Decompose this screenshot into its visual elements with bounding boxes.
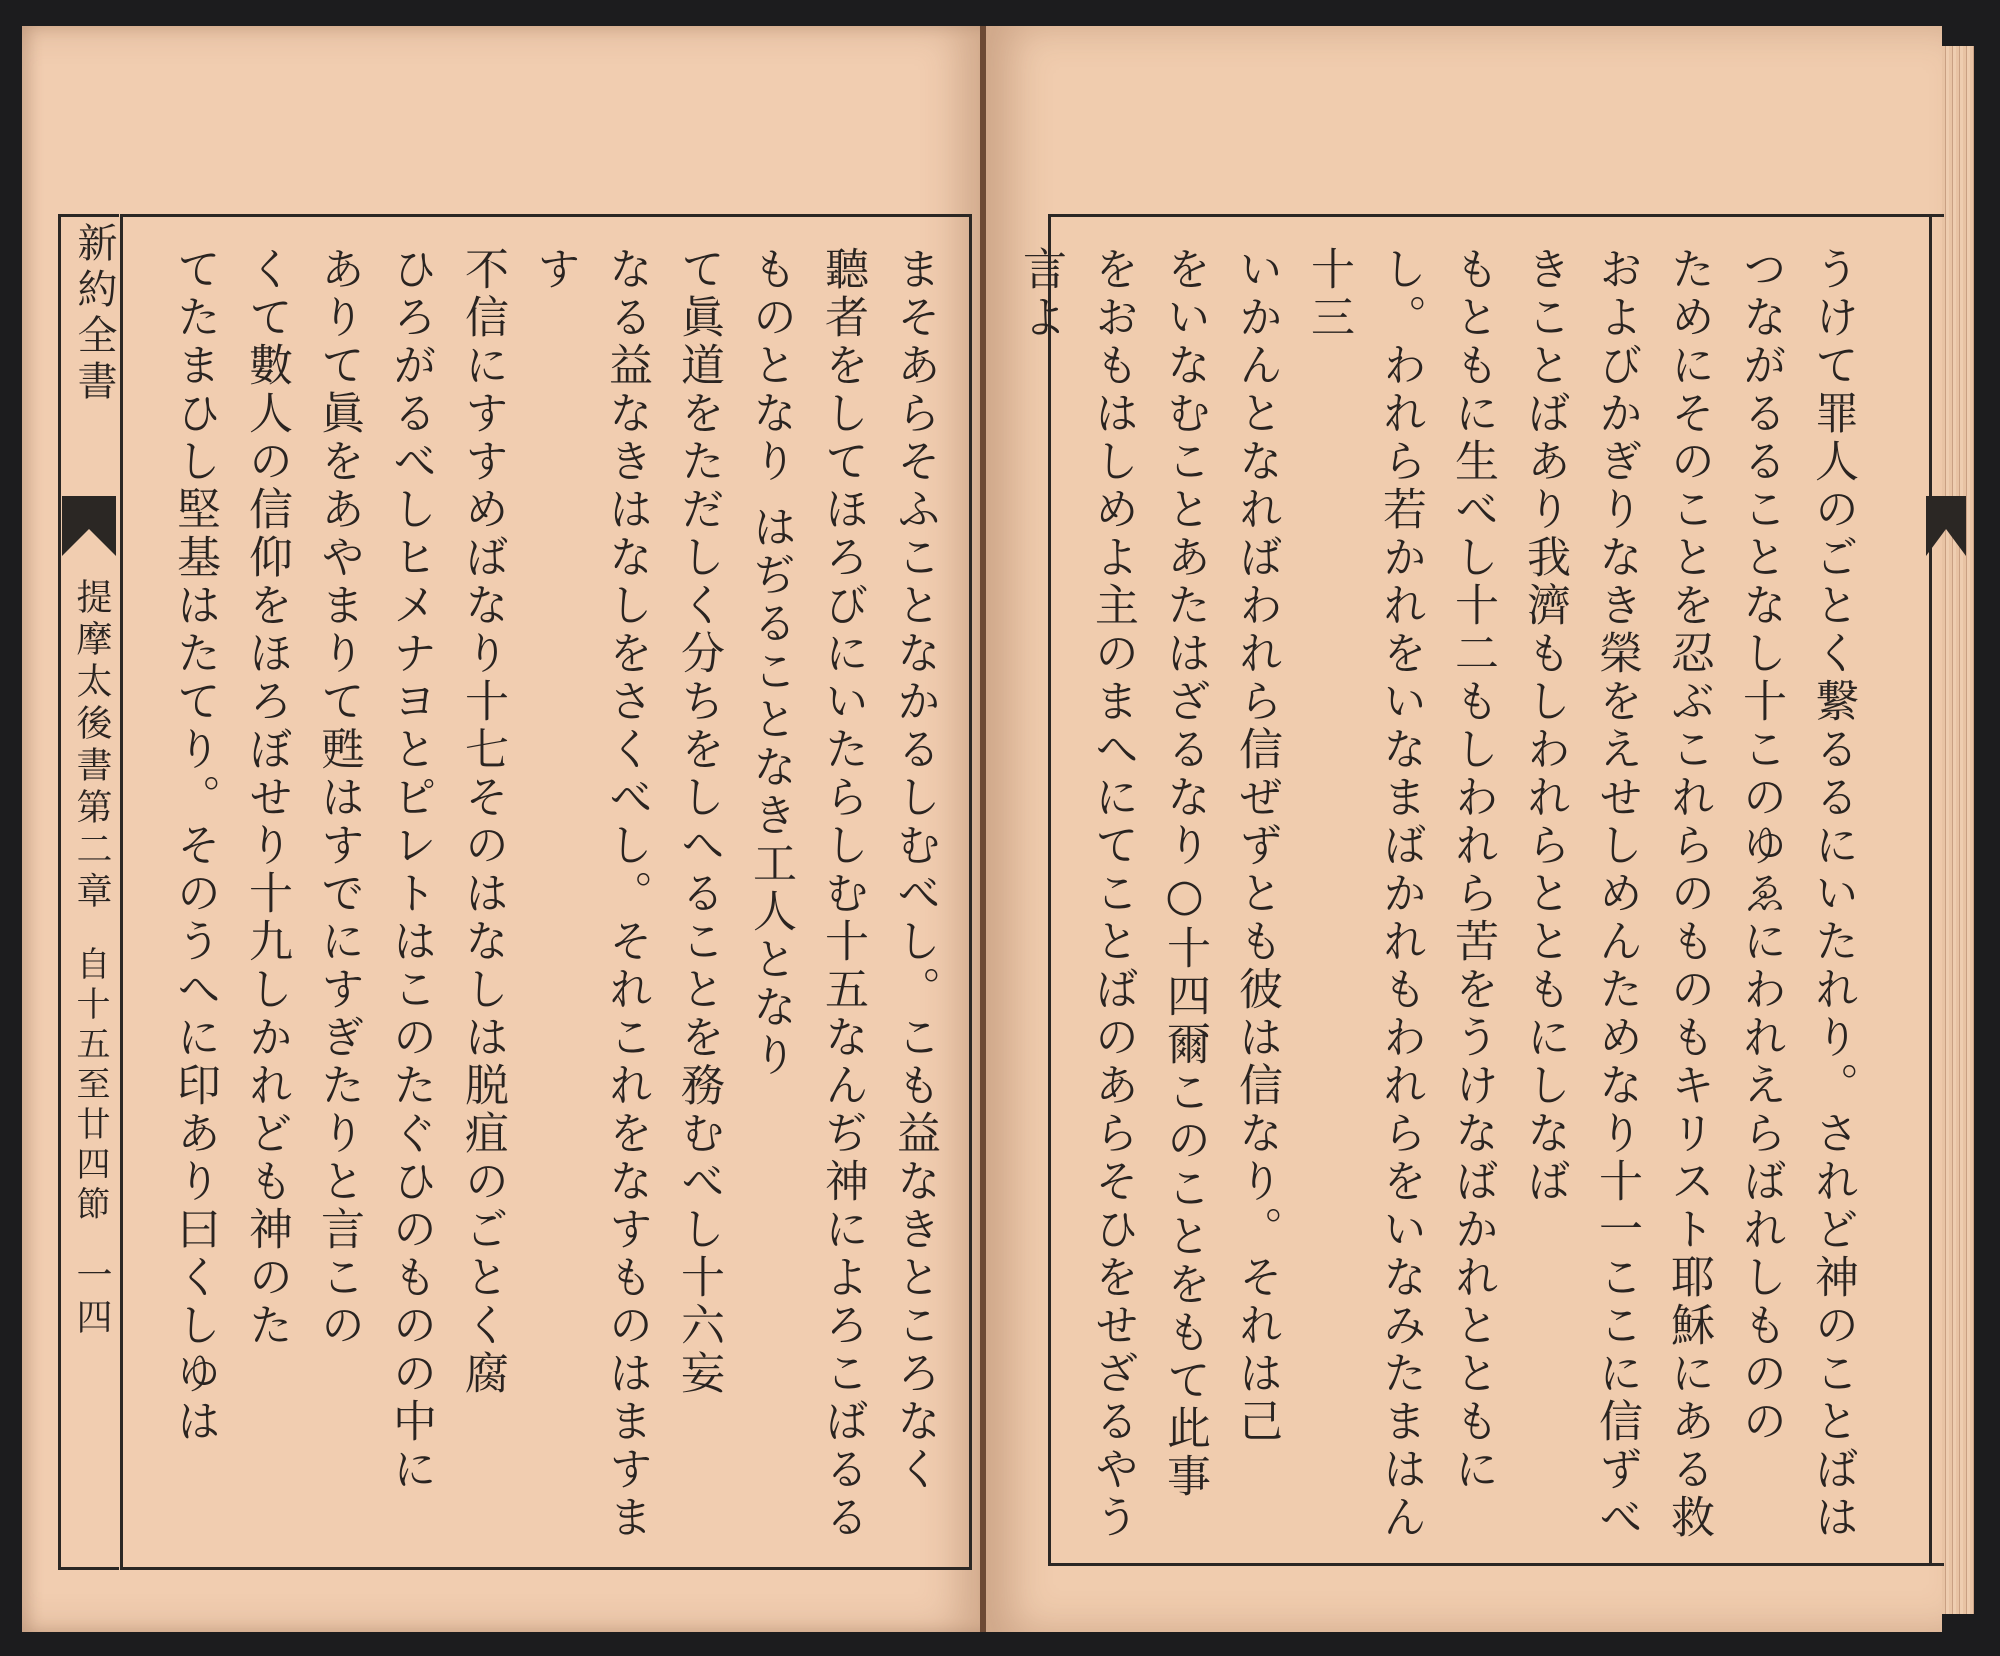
text-column: もともに生べし十二もしわれら苦をうけなばかれとともに	[1447, 246, 1498, 1494]
text-column: ためにそのことを忍ぶこれらのものもキリスト耶穌にある救	[1663, 246, 1714, 1542]
text-column: およびかぎりなき榮をえせしめんためなり十一ここに信ずべ	[1591, 246, 1642, 1542]
page-edges	[1942, 46, 1974, 1614]
text-column: ひろがるべしヒメナヨとピレトはこのたぐひのものの中に	[385, 246, 436, 1494]
book-title: 新約全書	[71, 222, 117, 406]
page-number: 一四	[71, 1256, 112, 1340]
chapter-title: 提摩太後書第二章	[71, 578, 112, 914]
right-text-block	[1015, 246, 1868, 1546]
verse-range: 自十五至廿四節	[70, 946, 110, 1226]
text-column: し。われら若かれをいなまばかれもわれらをいなみたまはん十三	[1303, 246, 1426, 1542]
text-column: つながるることなし十このゆゑにわれえらばれしものの	[1735, 246, 1786, 1446]
right-margin-header	[1926, 214, 1944, 1566]
text-column: きことばあり我濟もしわれらとともにしなば	[1519, 246, 1570, 1206]
text-column: ありて眞をあやまりて甦はすでにすぎたりと言この	[313, 246, 364, 1350]
text-column: うけて罪人のごとく繋るるにいたれり。されど神のことばは	[1807, 246, 1858, 1542]
text-column: ものとなり はぢることなき工人となり	[745, 246, 796, 1080]
text-column: てたまひし堅基はたてり。そのうへに印あり曰くしゆは	[169, 246, 220, 1446]
book-gutter	[980, 26, 986, 1632]
left-text-block	[138, 246, 950, 1546]
text-column: 不信にすすめばなり十七そのはなしは脱疽のごとく腐	[457, 246, 508, 1398]
open-book	[22, 26, 1974, 1632]
text-column: まそあらそふことなかるしむべし。こも益なきところなく	[889, 246, 940, 1494]
text-column: 聽者をしてほろびにいたらしむ十五なんぢ神によろこばるる	[817, 246, 868, 1542]
text-column: をいなむことあたはざるなり○十四爾このことをもて此事	[1159, 246, 1210, 1501]
text-column: をおもはしめよ主のまへにてことばのあらそひをせざるやう言よ	[1015, 246, 1138, 1542]
text-column: なる益なきはなしをさくべし。それこれをなすものはますます	[529, 246, 652, 1542]
text-column: いかんとなればわれら信ぜずとも彼は信なり。それは己	[1231, 246, 1282, 1446]
text-column: て眞道をただしく分ちをしへることを務むべし十六妄	[673, 246, 724, 1398]
text-column: くて數人の信仰をほろぼせり十九しかれども神のた	[241, 246, 292, 1350]
